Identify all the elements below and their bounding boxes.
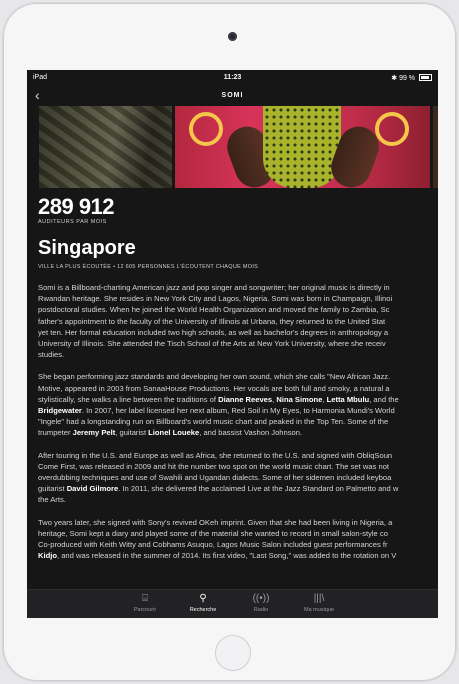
artist-photo-2[interactable] [175, 106, 430, 188]
page-title: SOMI [221, 92, 244, 99]
monthly-listeners-count: 289 912 [38, 194, 115, 219]
tab-recherche[interactable] [173, 593, 233, 613]
artist-biography [38, 282, 438, 572]
bio-line: Come First, was released in 2009 and hit the number two spot on the world music chart. The set was not [38, 461, 390, 471]
bio-paragraph [38, 282, 438, 360]
bio-line: postdoctoral studies. When he joined the World Health Organization and moved the family to Zambia, Sc [38, 305, 390, 315]
tab-label: Recherche [189, 607, 217, 613]
tab-label: Radio [253, 607, 269, 613]
bio-line: , and bassist Vashon Johnson. [199, 428, 303, 438]
home-button[interactable] [215, 635, 251, 671]
clock: 11:23 [223, 74, 242, 81]
back-chevron-icon[interactable]: ‹ [35, 87, 40, 103]
fabric-motif [189, 112, 223, 146]
artist-link[interactable]: Jeremy Pelt [72, 428, 116, 438]
battery-indicator [391, 74, 432, 82]
bio-line: . In 2011, she delivered the acclaimed Live at the Jazz Standard on Palmetto and w [118, 484, 399, 494]
bio-paragraph [38, 371, 438, 438]
top-city-label: VILLE LA PLUS ÉCOUTÉE • 12 605 PERSONNES L'ÉCOUTENT CHAQUE MOIS [38, 264, 259, 270]
bio-line: heritage, Somi kept a diary and played some of the material she wanted to record in small salon-style co [38, 528, 388, 538]
library-icon: |||\ [313, 593, 325, 604]
nav-bar [27, 86, 438, 106]
bio-line: University of Illinois. She attended the Tisch School of the Arts at New York University, where she receiv [38, 339, 386, 349]
monthly-listeners-label: AUDITEURS PAR MOIS [38, 219, 107, 225]
bio-line: overdubbing techniques and use of Swahili and Ugandan dialects. Some of her sidemen included keyboa [38, 473, 392, 483]
bio-line: Somi is a Billboard-charting American jazz and pop singer and songwriter; her original music is directly in [38, 283, 390, 292]
bio-line: father's appointment to the faculty of the University of Illinois at Urbana, they returned to the United Stat [38, 316, 386, 326]
artist-link[interactable]: Kidjo [38, 551, 57, 561]
artist-link[interactable]: Bridgewater [38, 406, 82, 416]
bio-line: Rwandan heritage. She resides in New York City and Lagos, Nigeria. Somi was born in Champaign, Illinoi [38, 294, 393, 304]
radio-box-icon: ⌸ [142, 593, 148, 604]
app-screen [27, 70, 438, 618]
bio-line: . In 2007, her label licensed her next album, Red Soil in My Eyes, to Harmonia Mundi's World [81, 406, 395, 416]
top-city: Singapore [38, 237, 136, 259]
artist-link[interactable]: Lionel Loueke [148, 428, 200, 438]
tab-bar [27, 589, 438, 618]
bio-line: Co-produced with Keith Witty and Cobhams Asuquo, Lagos Music Salon included guest performances fr [38, 540, 388, 550]
artist-link[interactable]: Nina Simone [276, 394, 323, 404]
bio-line: , [322, 394, 327, 404]
bluetooth-icon: ✱ [391, 75, 398, 82]
tab-ma-musique[interactable] [289, 593, 349, 613]
battery-level: 99 % [399, 75, 416, 82]
bio-paragraph [38, 450, 438, 506]
bio-line: , and the [369, 394, 399, 404]
search-icon: ⚲ [199, 593, 207, 604]
front-camera [228, 32, 237, 41]
bio-line: studies. [38, 350, 65, 360]
bio-line: , and was released in the summer of 2014. Its first video, "Last Song," was added to the rotation on V [56, 551, 397, 561]
ipad-frame [3, 3, 456, 681]
bio-paragraph [38, 517, 438, 562]
artist-photo-1[interactable] [39, 106, 172, 188]
broadcast-icon: ((•)) [252, 593, 270, 604]
artist-link[interactable]: David Gilmore [66, 484, 119, 494]
bio-line: trumpeter [38, 428, 73, 438]
bio-line: After touring in the U.S. and Europe as well as Africa, she returned to the U.S. and signed with ObliqSoun [38, 450, 393, 460]
bio-line: Two years later, she signed with Sony's revived OKeh imprint. Given that she had been living in Nigeria, a [38, 517, 393, 527]
bio-line: "Ingele" had a longstanding run on Billboard's world music chart and peaked in the Top Ten. Some of the [38, 417, 389, 427]
bio-line: , [272, 394, 277, 404]
bio-line: guitarist [38, 484, 67, 494]
artist-link[interactable]: Letta Mbulu [326, 394, 370, 404]
bio-line: stylistically, she walks a line between the traditions of [38, 394, 219, 404]
tab-radio[interactable] [231, 593, 291, 613]
artist-photo-3[interactable] [433, 106, 438, 188]
dress-pattern [263, 106, 341, 188]
bio-line: She began performing jazz standards and developing her own sound, which she calls "New African Jazz. [38, 372, 391, 382]
tab-parcourir[interactable] [115, 593, 175, 613]
device-label: iPad [33, 74, 48, 81]
battery-icon [419, 74, 432, 81]
tab-label: Ma musique [304, 607, 334, 613]
tab-label: Parcourir [133, 607, 157, 613]
fabric-motif [375, 112, 409, 146]
bio-line: Motive, appeared in 2003 from SanaaHouse Productions. Her vocals are both full and smoky, a natural a [38, 383, 390, 393]
artist-link[interactable]: Dianne Reeves [218, 394, 273, 404]
bio-line: yet ten. Her formal education included two high schools, as well as bachelor's degrees in anthropology a [38, 327, 389, 337]
bio-line: the Arts. [38, 495, 66, 505]
status-bar [27, 70, 438, 86]
bio-line: , guitarist [115, 428, 149, 438]
